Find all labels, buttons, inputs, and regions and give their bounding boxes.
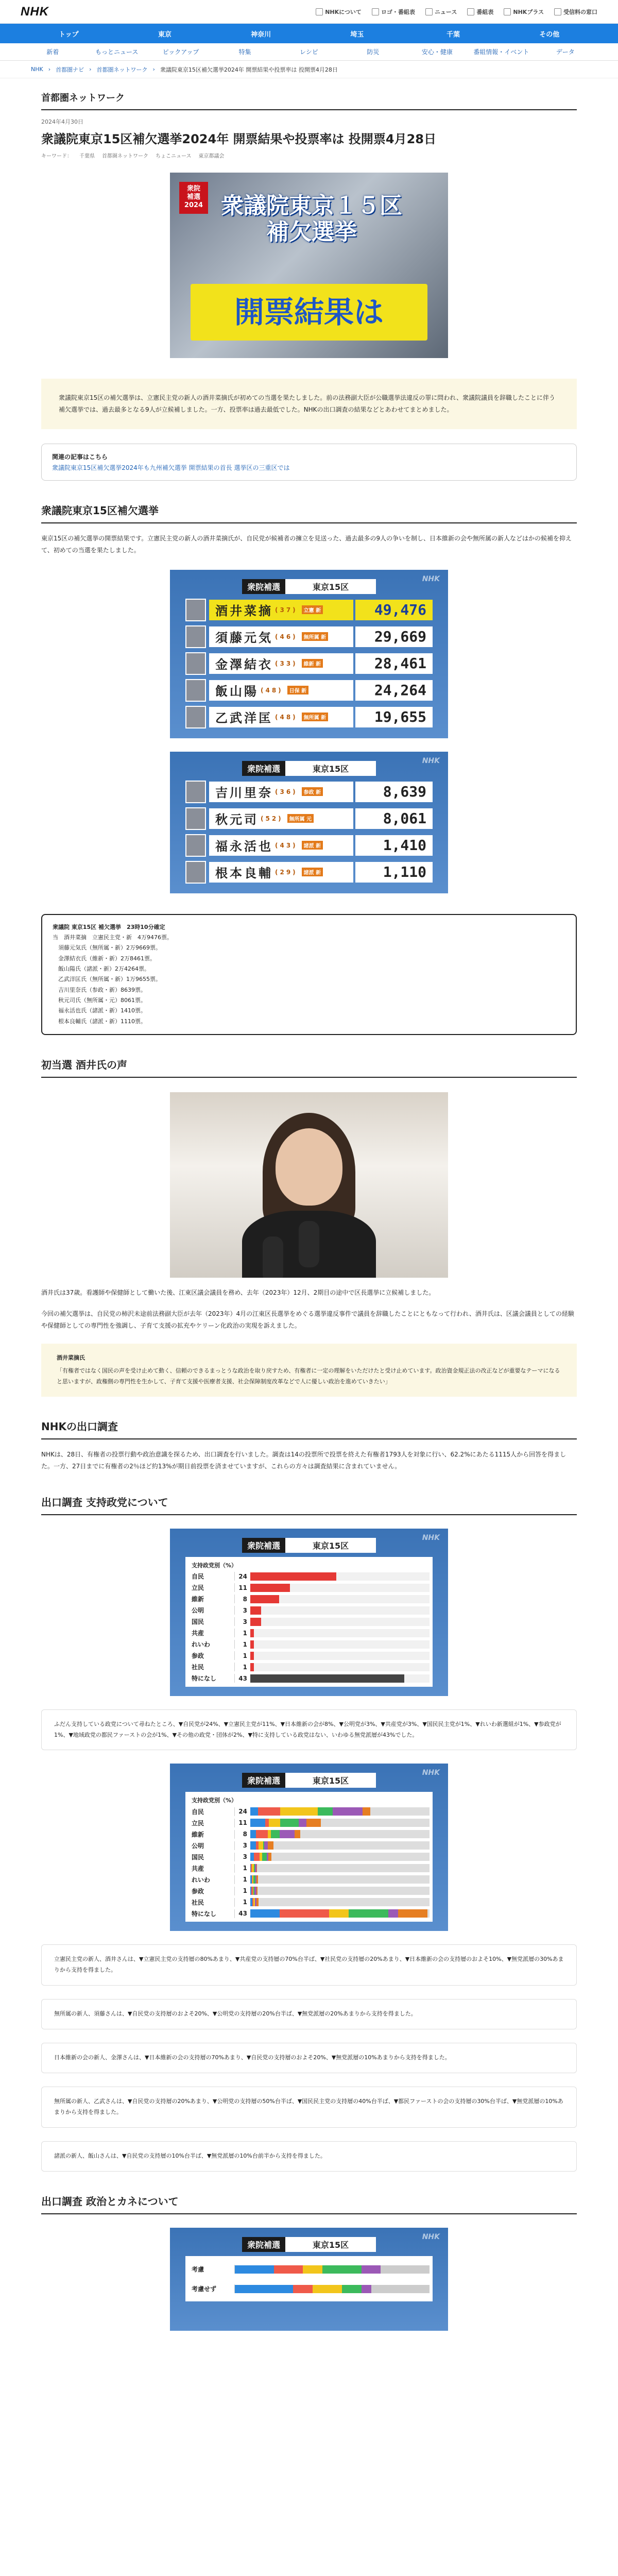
related-link[interactable]: 衆議院東京15区補欠選挙2024年も九州補欠選挙 開票結果の首長 選挙区の三重区では — [52, 464, 290, 471]
candidate-row — [185, 807, 433, 831]
result-board-1 — [170, 570, 448, 738]
result-line: 須藤元気氏（無所属・新）2万9669票。 — [53, 944, 161, 952]
article — [41, 78, 577, 2331]
support-card: 無所属の新人、乙武さんは、▼自民党の支持層の20%あまり、▼公明党の支持層の50%台半ば、▼国民民主党の支持層の40%台半ば、▼都民ファーストの会の支持層の30%台半ば、▼無党派層の10%あまりから支持を得ました。 — [41, 2087, 577, 2128]
candidate-name: 秋元司 (52) 無所属 元 — [209, 808, 353, 829]
mic-icon — [263, 1236, 283, 1278]
candidate-name: 金澤結衣 (33) 維新 新 — [209, 653, 353, 674]
nav-item[interactable]: 千葉 — [447, 30, 460, 39]
nhk-logo[interactable]: NHK — [21, 4, 49, 19]
candidate-votes: 29,669 — [355, 626, 433, 647]
party-bar — [250, 1618, 261, 1626]
keywords: キーワード： 千葉県 首都圏ネットワーク ちょこニュース 東京都議会 — [41, 151, 577, 159]
related-box — [41, 444, 577, 481]
support-chart: NHK 衆院補選 東京15区 支持政党別（%） 自民 24 立民 11 維新 8 公明 3 国民 3 共産 1 れいわ 1 参政 1 社民 1 特になし 43 — [170, 1529, 448, 1696]
party-breakdown-bar — [250, 1830, 430, 1838]
party-row: 公明 3 — [188, 1840, 430, 1851]
party-row: 社民 1 — [188, 1897, 430, 1907]
party-row: れいわ 1 — [188, 1874, 430, 1885]
support-card: 無所属の新人、須藤さんは、▼自民党の支持層のおよそ20%、▼公明党の支持層の20%台半ば、▼無党派層の20%あまりから支持を得ました。 — [41, 1999, 577, 2029]
header-link[interactable]: 受信料の窓口 — [554, 8, 597, 16]
related-heading: 関連の記事はこちら — [52, 453, 108, 461]
sub-nav — [0, 43, 618, 61]
header-links — [316, 8, 597, 16]
party-row: 国民 3 — [188, 1617, 430, 1627]
candidate-row — [185, 652, 433, 675]
party-breakdown-bar — [250, 1807, 430, 1816]
support-card: ふだん支持している政党について尋ねたところ、▼自民党が24%、▼立憲民主党が11%、▼日本維新の会が8%、▼公明党が3%、▼共産党が3%、▼国民民主党が1%、▼れいわ新選組が1%、▼参政党が1%、▼地域政党の都民ファーストの会が1%、▼その他の政党・団体が2%、▼特に支持している政党はない、いわゆる無党派層が43%でした。 — [41, 1709, 577, 1751]
nhk-watermark: NHK — [422, 756, 440, 765]
news-icon — [425, 8, 433, 15]
breadcrumb: NHK › 首都圏ナビ › 首都圏ネットワーク › 衆議院東京15区補欠選挙2024年 開票結果や投票率は 投開票4月28日 — [0, 61, 618, 78]
money-chart: NHK 衆院補選 東京15区 考慮 考慮せず — [170, 2228, 448, 2331]
candidate-photo — [185, 679, 206, 702]
breadcrumb-link[interactable]: 首都圏ナビ — [56, 66, 84, 73]
candidate-votes: 1,410 — [355, 835, 433, 856]
keyword-link[interactable]: 東京都議会 — [198, 154, 225, 160]
subnav-item[interactable]: 番組情報・イベント — [473, 48, 529, 56]
winner-heading: 初当選 酒井氏の声 — [41, 1057, 577, 1078]
hero-image — [170, 173, 448, 358]
candidate-name: 吉川里奈 (36) 参政 新 — [209, 782, 353, 802]
final-result-box — [41, 914, 577, 1035]
party-breakdown-bar — [250, 1887, 430, 1895]
candidate-row — [185, 780, 433, 804]
candidate-photo — [185, 706, 206, 728]
winner-paragraph-1: 酒井氏は37歳。看護師や保健師として働いた後、江東区議会議員を務め、去年（2023年）12月、2期目の途中で区長選挙に立候補しました。 — [41, 1289, 435, 1297]
section-label[interactable]: 首都圏ネットワーク — [41, 91, 577, 110]
article-date: 2024年4月30日 — [41, 118, 83, 125]
result-paragraph: 東京15区の補欠選挙の開票結果です。立憲民主党の新人の酒井菜摘氏が、自民党が候補者の擁立を見送った、過去最多の9人の争いを制し、日本維新の会や無所属の新人などはかの候補を抑えて、初めての当選を果たしました。 — [41, 534, 572, 554]
winner-quote: 酒井菜摘氏 「有権者ではなく国民の声を受け止めて動く、信頼のできるまっとうな政治を取り戻すため、有権者に一定の理解をいただけたと受け止めています。政治資金規正法の改正などが重要なテーマになると思いますが、政権側の専門性を生かして、子育て支援や医療者支援、社会保障制度改革などで人に優しい政治を進めていきたい」 — [41, 1344, 577, 1397]
candidate-row — [185, 834, 433, 857]
candidate-name: 乙武洋匡 (48) 無所属 新 — [209, 707, 353, 727]
party-row: 参政 1 — [188, 1886, 430, 1896]
result-line: 根本良輔氏（諸派・新）1110票。 — [53, 1018, 146, 1025]
party-bar — [250, 1652, 254, 1660]
party-row: 国民 3 — [188, 1852, 430, 1862]
candidate-votes: 8,639 — [355, 782, 433, 802]
nhk-icon — [316, 8, 323, 15]
party-row: 立民 11 — [188, 1583, 430, 1593]
candidate-row — [185, 705, 433, 729]
party-row: 立民 11 — [188, 1818, 430, 1828]
header-link[interactable]: NHKプラス — [504, 8, 544, 16]
party-bar — [250, 1572, 336, 1581]
breadcrumb-link[interactable]: NHK — [31, 66, 43, 73]
party-breakdown-bar — [250, 1898, 430, 1906]
hero-title: 衆議院東京１５区 補欠選挙 — [221, 193, 402, 245]
result-heading: 衆議院東京15区補欠選挙 — [41, 502, 577, 523]
party-row: 維新 8 — [188, 1829, 430, 1839]
candidate-votes: 24,264 — [355, 680, 433, 701]
party-breakdown-bar — [250, 1875, 430, 1884]
subnav-item[interactable]: データ — [556, 48, 575, 56]
candidate-votes: 8,061 — [355, 808, 433, 829]
party-row: 自民 24 — [188, 1571, 430, 1582]
subnav-item[interactable]: 安心・健康 — [421, 48, 453, 56]
candidate-photo — [185, 861, 206, 884]
party-bar — [250, 1606, 261, 1615]
result-line: 吉川里奈氏（参政・新）8639票。 — [53, 986, 146, 993]
header-link[interactable]: NHKについて — [316, 8, 362, 16]
nhk-watermark: NHK — [422, 574, 440, 583]
candidate-row — [185, 625, 433, 649]
hero-result: 開票結果は — [191, 284, 427, 341]
result-line: 金澤結衣氏（維新・新）2万8461票。 — [53, 955, 156, 962]
program-icon — [372, 8, 379, 15]
keyword-link[interactable]: 千葉県 — [79, 154, 95, 160]
play-icon — [504, 8, 511, 15]
candidate-row — [185, 679, 433, 702]
candidate-votes: 28,461 — [355, 653, 433, 674]
result-line: 当 酒井菜摘 立憲民主党・新 4万9476票。 — [53, 934, 173, 941]
candidate-photo — [185, 599, 206, 621]
party-bar — [250, 1595, 279, 1603]
party-row: れいわ 1 — [188, 1639, 430, 1650]
party-row: 特になし 43 — [188, 1673, 430, 1684]
party-bar — [250, 1584, 290, 1592]
candidate-photo — [185, 625, 206, 648]
party-row: 共産 1 — [188, 1863, 430, 1873]
party-row: 社民 1 — [188, 1662, 430, 1672]
party-breakdown-bar — [250, 1864, 430, 1872]
money-row: 考慮 — [188, 2260, 430, 2279]
exit-poll-heading: NHKの出口調査 — [41, 1418, 577, 1439]
subnav-item[interactable]: もっとニュース — [95, 48, 139, 56]
support-card: 日本維新の会の新人、金澤さんは、▼日本維新の会の支持層の70%あまり、▼自民党の支持層のおよそ20%、▼無党派層の10%あまりから支持を得ました。 — [41, 2043, 577, 2073]
party-row: 維新 8 — [188, 1594, 430, 1604]
support-card: 立憲民主党の新人、酒井さんは、▼立憲民主党の支持層の80%あまり、▼共産党の支持層の70%台半ば、▼社民党の支持層の20%あまり、▼日本維新の会の支持層のおよそ10%、▼無党派層の30%あまりから支持を得ました。 — [41, 1944, 577, 1986]
money-heading: 出口調査 政治とカネについて — [41, 2193, 577, 2214]
subnav-item[interactable]: ピックアップ — [162, 48, 199, 56]
nav-item[interactable]: 神奈川 — [251, 30, 271, 39]
hero-tag: 衆院 補選 2024 — [179, 182, 208, 214]
candidate-votes: 49,476 — [355, 600, 433, 620]
candidate-name: 飯山陽 (48) 日保 新 — [209, 680, 353, 701]
result-line: 福永活也氏（諸派・新）1410票。 — [53, 1007, 146, 1014]
subnav-item[interactable]: 特集 — [238, 48, 251, 56]
party-breakdown-bar — [250, 1841, 430, 1850]
party-row: 参政 1 — [188, 1651, 430, 1661]
winner-paragraph-2: 今回の補欠選挙は、自民党の柿沢未途前法務副大臣が去年（2023年）4月の江東区長選挙をめぐる選挙違反事件で議員を辞職したことにともなって行われ、酒井氏は、区議会議員としての経験や保健師としての専門性を強調し、子育て支援の拡充やケリーン化政治の実現を訴えました。 — [41, 1310, 574, 1329]
result-board-2 — [170, 752, 448, 893]
support-heading: 出口調査 支持政党について — [41, 1494, 577, 1515]
winner-photo — [170, 1092, 448, 1278]
party-breakdown-bar — [250, 1853, 430, 1861]
party-row: 公明 3 — [188, 1605, 430, 1616]
breadcrumb-link[interactable]: 首都圏ネットワーク — [96, 66, 148, 73]
candidate-photo — [185, 834, 206, 857]
party-bar — [250, 1674, 404, 1683]
candidate-row — [185, 860, 433, 884]
nav-item[interactable]: 東京 — [158, 30, 172, 39]
nav-item[interactable]: その他 — [539, 30, 560, 39]
candidate-name: 根本良輔 (29) 諸派 新 — [209, 862, 353, 883]
article-title: 衆議院東京15区補欠選挙2024年 開票結果や投票率は 投開票4月28日 — [41, 132, 437, 146]
keyword-link[interactable]: 首都圏ネットワーク — [102, 154, 148, 160]
result-line: 秋元司氏（無所属・元）8061票。 — [53, 996, 146, 1004]
header-link[interactable]: ロゴ・番組表 — [372, 8, 415, 16]
support-card: 諸派の新人、飯山さんは、▼自民党の支持層の10%台半ば、▼無党派層の10%台前半から支持を得ました。 — [41, 2141, 577, 2172]
party-breakdown-bar — [250, 1819, 430, 1827]
party-bar — [250, 1629, 254, 1637]
party-row: 特になし 43 — [188, 1908, 430, 1919]
header-link[interactable]: ニュース — [425, 8, 457, 16]
subnav-item[interactable]: 新着 — [46, 48, 59, 56]
result-line: 飯山陽氏（諸派・新）2万4264票。 — [53, 965, 150, 972]
candidate-photo — [185, 807, 206, 830]
party-bar — [250, 1663, 254, 1671]
result-line: 乙武洋匡氏（無所属・新）1万9655票。 — [53, 976, 161, 983]
keyword-link[interactable]: ちょこニュース — [156, 154, 192, 160]
subnav-item[interactable]: レシピ — [300, 48, 318, 56]
region-nav — [0, 24, 618, 43]
board-head: 衆院補選 東京15区 — [242, 579, 376, 594]
candidate-name: 酒井菜摘 (37) 立憲 新 — [209, 600, 353, 620]
party-row: 自民 24 — [188, 1806, 430, 1817]
lead-text: 衆議院東京15区の補欠選挙は、立憲民主党の新人の酒井菜摘氏が初めての当選を果たしました。前の法務副大臣が公職選挙法違反の罪に問われ、衆議院議員を辞職したことに伴う補欠選挙では、過去最多となる9人が立候補しました。一方、投票率は過去最低でした。NHKの出口調査の結果などとあわせてまとめました。 — [41, 379, 577, 429]
party-row: 共産 1 — [188, 1628, 430, 1638]
candidate-votes: 19,655 — [355, 707, 433, 727]
exit-poll-paragraph: NHKは、28日、有権者の投票行動や政治意識を探るため、出口調査を行いました。調査は14の投票所で投票を終えた有権者1793人を対象に行い、62.2%にあたる1115人から回答を得ました。一方、27日までに有権者の2％ほど約13%が期日前投票を済ませていますが、これらの方々は調査結果に含まれていません。 — [41, 1451, 566, 1470]
schedule-icon — [467, 8, 474, 15]
fee-icon — [554, 8, 561, 15]
party-bar — [250, 1640, 254, 1649]
final-result-head: 衆議院 東京15区 補欠選挙 23時10分確定 — [53, 923, 165, 930]
nav-item[interactable]: 埼玉 — [350, 30, 364, 39]
top-header — [0, 0, 618, 24]
candidate-row — [185, 598, 433, 622]
candidate-votes: 1,110 — [355, 862, 433, 883]
mic-icon — [299, 1221, 319, 1267]
money-row: 考慮せず — [188, 2280, 430, 2298]
breadcrumb-current: 衆議院東京15区補欠選挙2024年 開票結果や投票率は 投開票4月28日 — [160, 66, 338, 73]
nav-item[interactable]: トップ — [59, 30, 79, 39]
party-breakdown-bar — [250, 1909, 430, 1918]
board-head: 衆院補選 東京15区 — [242, 761, 376, 776]
candidate-photo — [185, 652, 206, 675]
candidate-name: 須藤元気 (46) 無所属 新 — [209, 626, 353, 647]
header-link[interactable]: 番組表 — [467, 8, 493, 16]
candidate-photo — [185, 781, 206, 803]
subnav-item[interactable]: 防災 — [367, 48, 380, 56]
candidate-name: 福永活也 (43) 諸派 新 — [209, 835, 353, 856]
support-breakdown-chart: NHK 衆院補選 東京15区 支持政党別（%） 自民 24 立民 11 維新 8 公明 3 国民 3 共産 1 れいわ 1 参政 1 社民 1 特になし 43 — [170, 1764, 448, 1931]
